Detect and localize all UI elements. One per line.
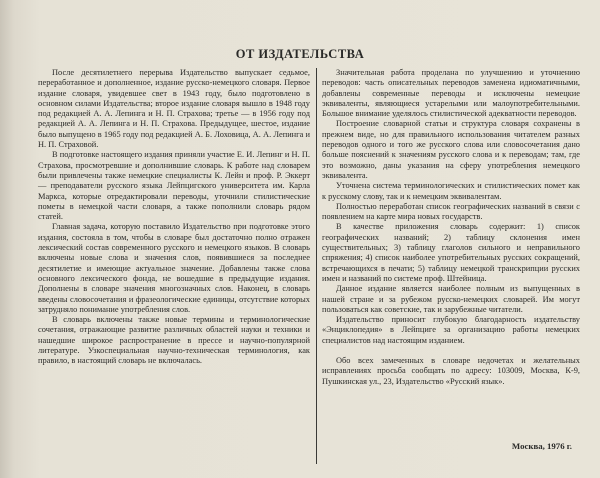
column-divider [316,68,317,464]
paragraph: В подготовке настоящего издания приняли участие Е. И. Лепинг и Н. П. Страхова, просмотревшие и дополнившие словарь. К работе над словарем были привлечены также немецкие специалисты К. Лейн и проф. Р. Эккерт — преподаватели русского языка Лейпцигского университета им. Карла Маркса, которые отредактировали переводы, уточнили стилистические пометы в немецкой части словаря, а также пополнили словарь рядом статей. [38,150,310,222]
paragraph: Данное издание является наиболее полным из выпущенных в нашей стране и за рубежом русско-немецких словарей. Им могут пользоваться как советские, так и зарубежные читатели. [322,284,580,314]
page-title: ОТ ИЗДАТЕЛЬСТВА [235,47,365,61]
paragraph: Уточнена система терминологических и стилистических помет как к русскому слову, так и к немецким эквивалентам. [322,181,580,201]
paragraph: В словарь включены также новые термины и терминологические сочетания, отражающие развитие различных областей науки и техники и нашедшие широкое распространение в прессе и научно-популярной литературе. Узкоспециальная научно-техническая терминология, как правило, в настоящий словарь не включалась. [38,315,310,366]
place-and-date: Москва, 1976 г. [511,441,572,451]
paragraph: Главная задача, которую поставило Издательство при подготовке этого издания, состояла в том, чтобы в словаре был достаточно полно отражен лексический состав современного русского и немецкого языков. В словарь включены новые слова и значения слов, появившиеся за последнее десятилетие и имеющие актуальное значение. Добавлены также слова основного лексического фонда, не вошедшие в предыдущие издания. Дополнены в словаре значения многозначных слов. Наконец, в словарь введены словосочетания и фразеологические единицы, отсутствие которых затрудняло понимание употребления слов. [38,222,310,314]
paragraph: Построение словарной статьи и структура словаря сохранены в прежнем виде, но для правильного использования читателем разных переводов одного и того же русского слова или словосочетания дано больше пояснений к значениям русского слова и к переводам; там, где это возможно, даны указания на сферу употребления немецкого эквивалента. [322,119,580,180]
paragraph: Значительная работа проделана по улучшению и уточнению переводов: часть описательных переводов заменена идиоматичными, добавлены современные переводы и исключены немецкие эквиваленты, являющиеся устарелыми или малоупотребительными. Большое внимание уделялось стилистической адекватности переводов. [322,68,580,119]
paragraph: После десятилетнего перерыва Издательство выпускает седьмое, переработанное и дополненное, издание русско-немецкого словаря. Первое издание словаря, увидевшее свет в 1943 году, было подготовлено в основном силами Издательства; второе издание словаря вышло в 1948 году под редакцией А. А. Лепинга и Н. П. Страхова; третье — в 1956 году под редакцией А. А. Лепинга и Н. П. Страхова. Предыдущее, шестое, издание было выпущено в 1965 году под редакцией А. Б. Лоховица, А. А. Лепинга и Н. П. Страховой. [38,68,310,150]
paragraph: Издательство приносит глубокую благодарность издательству «Энциклопедия» в Лейпциге за организацию работы немецких специалистов над настоящим изданием. [322,315,580,345]
paragraph: Обо всех замеченных в словаре недочетах и желательных исправлениях просьба сообщать по адресу: 103009, Москва, К-9, Пушкинская ул., 23, Издательство «Русский язык». [322,356,580,386]
left-column [38,68,310,367]
paragraph: В качестве приложения словарь содержит: 1) список географических названий; 2) таблицу склонения имен существительных; 3) таблицу глаголов сильного и неправильного спряжения; 4) список наиболее употребительных русских сокращений, встречающихся в печати; 5) таблицу немецкой транскрипции русских имен и названий по системе проф. Штейница. [322,222,580,283]
paragraph: Полностью переработан список географических названий в связи с появлением на карте мира новых государств. [322,201,580,222]
right-column [322,68,580,387]
